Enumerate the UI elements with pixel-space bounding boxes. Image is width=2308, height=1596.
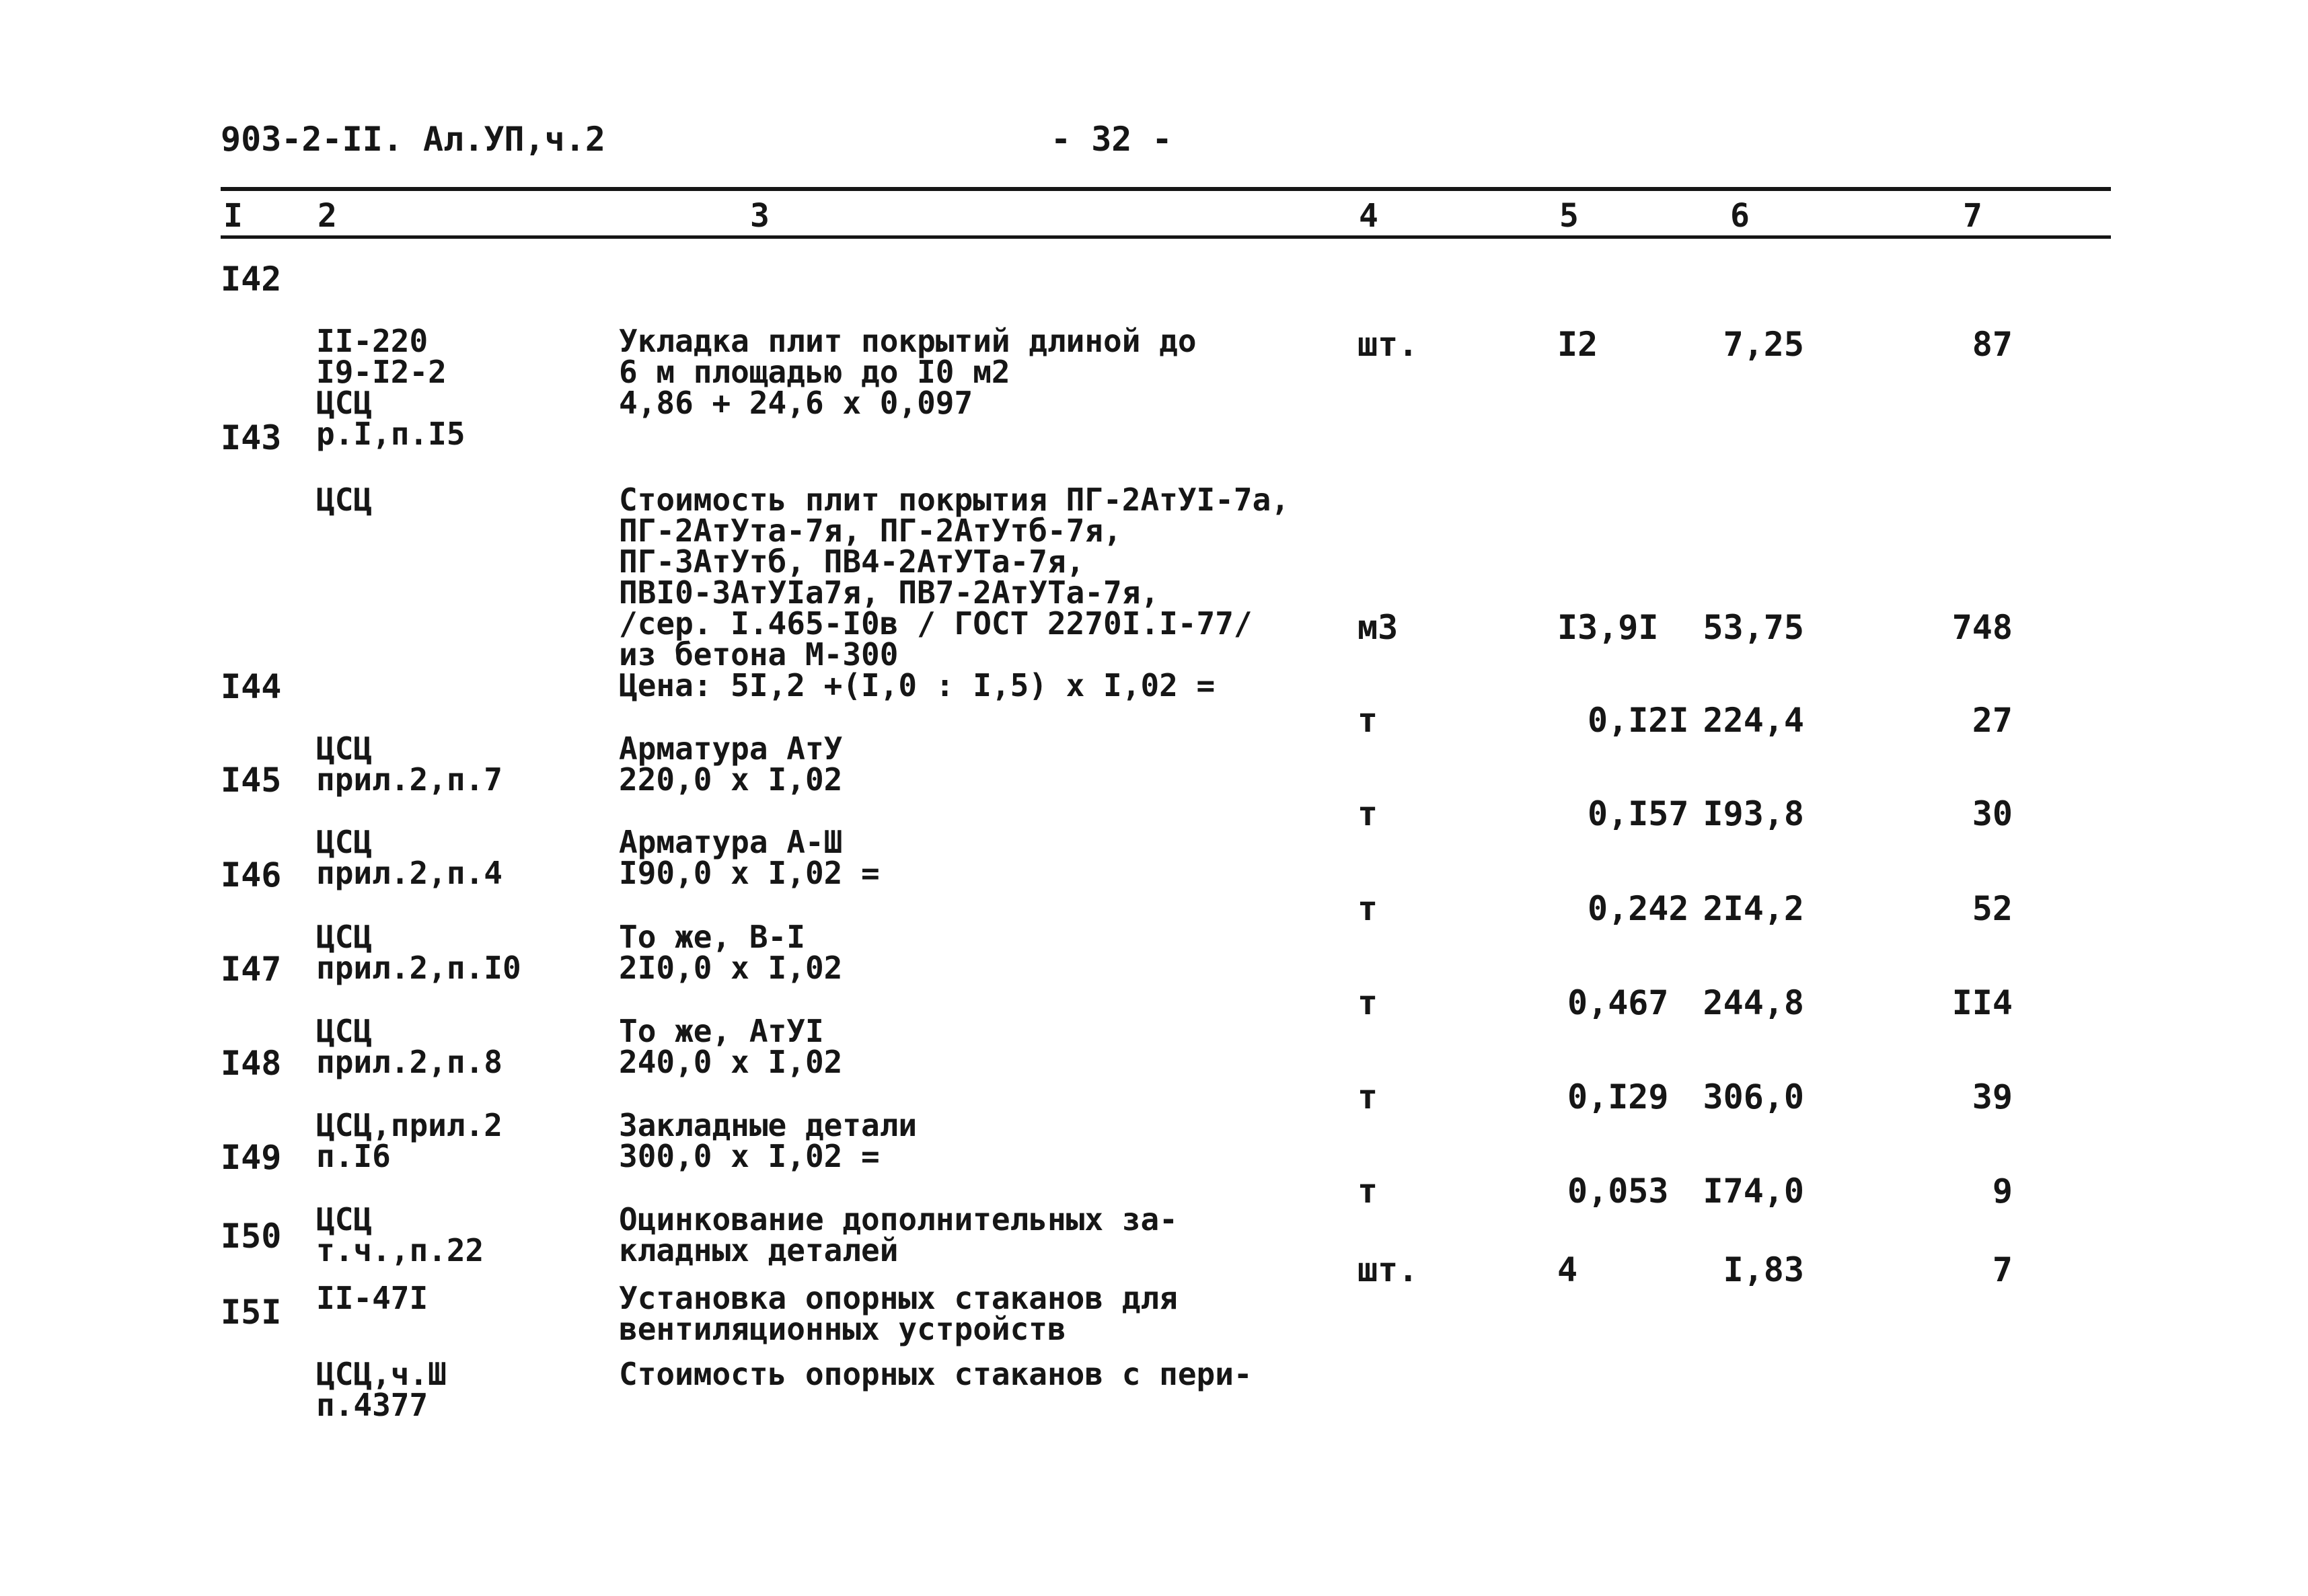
row-quantity: 0,I57 [1588, 794, 1689, 833]
row-quantity: 0,467 [1567, 983, 1669, 1022]
table-top-rule [221, 187, 2111, 191]
row-number: I46 [221, 856, 282, 895]
row-price: 244,8 [1703, 983, 1804, 1022]
row-price: 53,75 [1703, 608, 1804, 647]
row-quantity: 0,242 [1588, 889, 1689, 928]
column-header-5: 5 [1559, 197, 1579, 235]
row-number: I49 [221, 1138, 282, 1177]
row-number: I5I [221, 1293, 282, 1332]
row-number: I50 [221, 1217, 282, 1256]
row-reference: ЦСЦ т.ч.,п.22 [316, 1201, 484, 1268]
row-reference: ЦСЦ [316, 482, 373, 518]
row-total: 748 [1951, 608, 2013, 647]
row-total: 7 [1992, 1250, 2013, 1289]
row-number: I44 [221, 667, 282, 706]
row-unit: т [1357, 1077, 1378, 1116]
row-reference: ЦСЦ прил.2,п.7 [316, 730, 502, 798]
row-price: I93,8 [1703, 794, 1804, 833]
row-number: I47 [221, 950, 282, 989]
row-price: 224,4 [1703, 701, 1804, 740]
page-number: - 32 - [1051, 120, 1172, 159]
row-description: Стоимость плит покрытия ПГ-2АтУI-7а, ПГ-2АтУта-7я, ПГ-2АтУтб-7я, ПГ-3АтУтб, ПВ4-2АтУТа-7я, ПВI0-3АтУIа7я, ПВ7-2АтУТа-7я, /сер. I.465-I0в / ГОСТ 2270I.I-77/ из бетона М-300 Цена: 5I,2 +(I,0 : I,5) x I,02 = [619, 482, 1290, 704]
row-reference: ЦСЦ прил.2,п.4 [316, 824, 502, 891]
document-code: 903-2-II. Ал.УП,ч.2 [221, 120, 605, 159]
row-reference: II-220 I9-I2-2 ЦСЦ р.I,п.I5 [316, 323, 466, 452]
row-description: То же, АтУI 240,0 x I,02 [619, 1013, 843, 1080]
row-quantity: 0,053 [1567, 1172, 1669, 1211]
row-reference: II-47I [316, 1280, 429, 1316]
column-header-7: 7 [1963, 197, 1982, 235]
row-unit: т [1357, 1172, 1378, 1211]
row-reference: ЦСЦ,прил.2 п.I6 [316, 1107, 502, 1174]
row-total: 27 [1972, 701, 2013, 740]
row-total: 52 [1972, 889, 2013, 928]
row-unit: т [1357, 983, 1378, 1022]
row-number: I45 [221, 761, 282, 800]
row-description: Арматура А-Ш I90,0 x I,02 = [619, 824, 880, 891]
row-total: 30 [1972, 794, 2013, 833]
row-number: I42 [221, 260, 282, 299]
row-description: Оцинкование дополнительных за- кладных деталей [619, 1201, 1178, 1268]
column-header-2: 2 [318, 197, 337, 235]
row-unit: шт. [1357, 1250, 1419, 1289]
row-price: 2I4,2 [1703, 889, 1804, 928]
row-reference: ЦСЦ прил.2,п.8 [316, 1013, 502, 1080]
row-quantity: I3,9I [1557, 608, 1659, 647]
row-price: I74,0 [1703, 1172, 1804, 1211]
row-description: Установка опорных стаканов для вентиляционных устройств [619, 1280, 1178, 1347]
row-total: 9 [1992, 1172, 2013, 1211]
row-reference: ЦСЦ прил.2,п.I0 [316, 919, 521, 986]
row-total: 39 [1972, 1077, 2013, 1116]
row-quantity: I2 [1557, 325, 1598, 364]
column-header-4: 4 [1359, 197, 1378, 235]
row-quantity: 0,I2I [1588, 701, 1689, 740]
column-header-1: I [223, 197, 243, 235]
row-price: 306,0 [1703, 1077, 1804, 1116]
row-unit: т [1357, 889, 1378, 928]
row-total: 87 [1972, 325, 2013, 364]
row-number: I48 [221, 1044, 282, 1083]
row-description: Стоимость опорных стаканов с пери- [619, 1356, 1253, 1392]
row-quantity: 4 [1557, 1250, 1578, 1289]
row-description: Арматура АтУ 220,0 x I,02 [619, 730, 843, 798]
column-header-3: 3 [750, 197, 770, 235]
row-reference: ЦСЦ,ч.Ш п.4377 [316, 1356, 447, 1423]
row-unit: шт. [1357, 325, 1419, 364]
row-description: То же, В-I 2I0,0 x I,02 [619, 919, 843, 986]
row-quantity: 0,I29 [1567, 1077, 1669, 1116]
table-header-rule [221, 235, 2111, 239]
row-unit: т [1357, 794, 1378, 833]
row-description: Укладка плит покрытий длиной до 6 м площадью до I0 м2 4,86 + 24,6 x 0,097 [619, 323, 1197, 421]
column-header-6: 6 [1730, 197, 1750, 235]
row-number: I43 [221, 418, 282, 457]
row-total: II4 [1951, 983, 2013, 1022]
row-price: 7,25 [1723, 325, 1804, 364]
row-description: Закладные детали 300,0 x I,02 = [619, 1107, 918, 1174]
row-unit: т [1357, 701, 1378, 740]
row-unit: м3 [1357, 608, 1399, 647]
row-price: I,83 [1723, 1250, 1804, 1289]
